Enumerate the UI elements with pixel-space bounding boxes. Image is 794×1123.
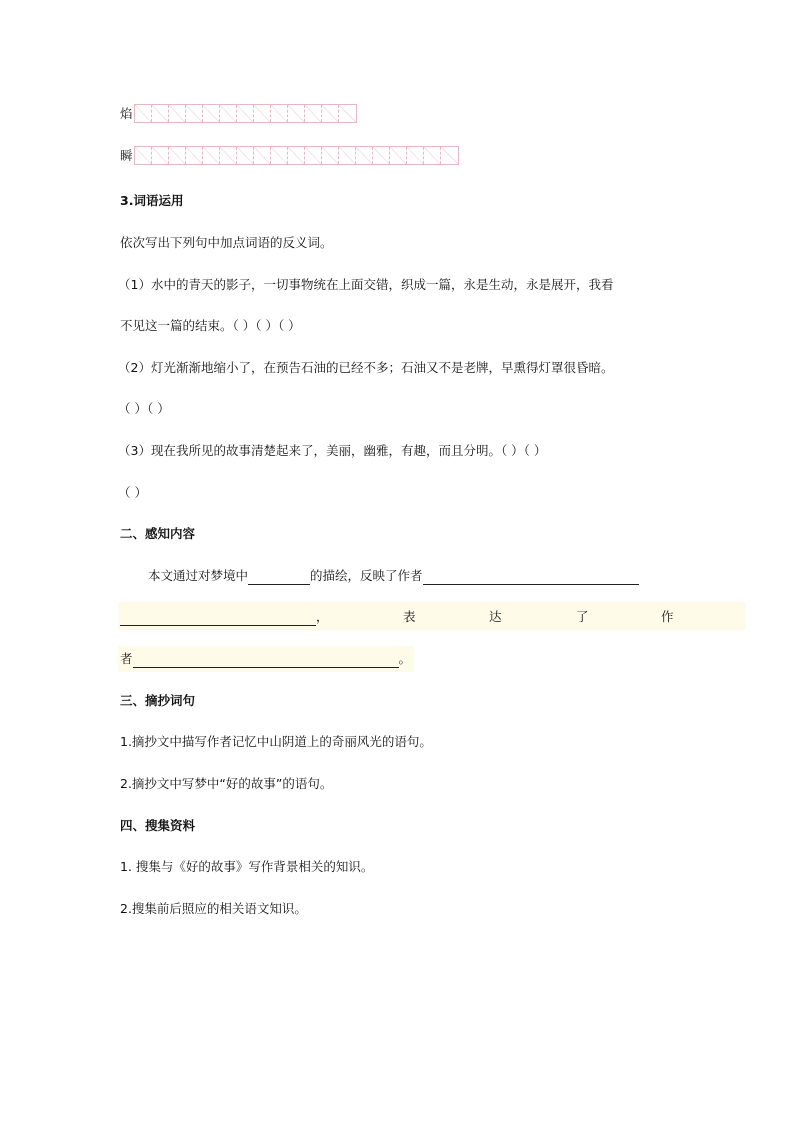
part-2-text-b: 的描绘，反映了作者 xyxy=(310,568,423,583)
part-4-item-1: 1. 搜集与《好的故事》写作背景相关的知识。 xyxy=(120,859,374,874)
part-2-end: 。 xyxy=(398,651,412,666)
answer-blank-2[interactable] xyxy=(423,570,639,585)
word-biao: 表 xyxy=(403,609,416,624)
answer-blank-1[interactable] xyxy=(248,570,310,585)
word-da: 达 xyxy=(489,609,502,624)
part-2-text-c: 者 xyxy=(120,651,133,666)
question-3-line-2: （ ） xyxy=(118,485,147,500)
question-1-line-2: 不见这一篇的结束。（ ）（ ）（ ） xyxy=(120,318,301,333)
part-3-item-1: 1.摘抄文中描写作者记忆中山阴道上的奇丽风光的语句。 xyxy=(120,734,432,749)
part-3-item-2: 2.摘抄文中写梦中“好的故事”的语句。 xyxy=(120,776,333,791)
answer-blank-3[interactable] xyxy=(120,611,316,626)
part-2-sentence-line-1 xyxy=(148,567,639,585)
question-3-line-1: （3）现在我所见的故事清楚起来了，美丽，幽雅，有趣，而且分明。（ ）（ ） xyxy=(118,443,547,458)
part-2-title: 二、感知内容 xyxy=(120,526,196,541)
practice-grid-2 xyxy=(134,146,459,165)
part-4-item-2: 2.搜集前后照应的相关语文知识。 xyxy=(120,901,307,916)
practice-char-2: 瞬 xyxy=(120,147,133,163)
question-2-line-1: （2）灯光渐渐地缩小了，在预告石油的已经不多；石油又不是老牌，早熏得灯罩很昏暗。 xyxy=(118,360,614,375)
section-3-title: 3.词语运用 xyxy=(120,193,184,208)
part-2-sentence-line-2 xyxy=(120,608,680,626)
word-le: 了 xyxy=(576,609,589,624)
part-2-text-a: 本文通过对梦境中 xyxy=(148,568,249,583)
part-2-comma: ， xyxy=(316,609,329,624)
word-zuo: 作 xyxy=(661,609,674,624)
part-4-title: 四、搜集资料 xyxy=(120,818,196,833)
section-3-instruction: 依次写出下列句中加点词语的反义词。 xyxy=(120,235,333,250)
practice-char-1: 焰 xyxy=(120,105,133,121)
part-2-sentence-line-3 xyxy=(120,650,411,668)
question-2-line-2: （ ）（ ） xyxy=(118,401,170,416)
practice-row-2 xyxy=(120,146,459,165)
question-1-line-1: （1）水中的青天的影子，一切事物统在上面交错，织成一篇，永是生动，永是展开，我看 xyxy=(118,277,614,292)
practice-grid-1 xyxy=(134,104,357,123)
practice-row-1 xyxy=(120,104,357,123)
answer-blank-4[interactable] xyxy=(133,653,399,668)
part-3-title: 三、摘抄词句 xyxy=(120,693,196,708)
